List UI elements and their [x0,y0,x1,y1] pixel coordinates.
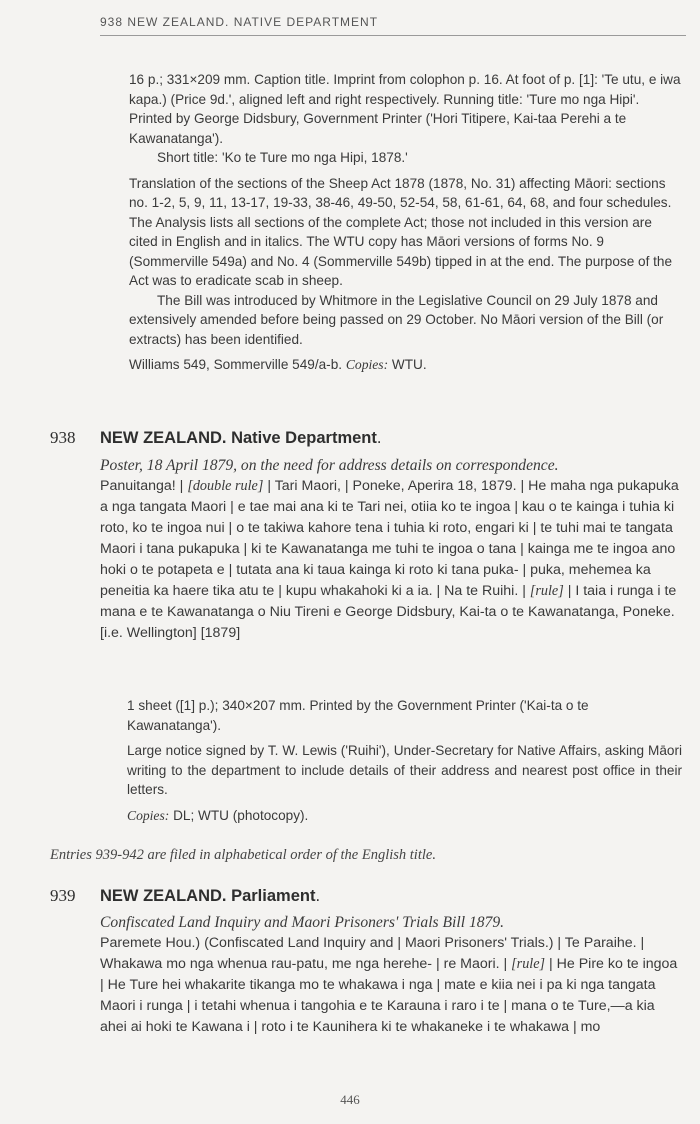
header-rule [100,35,686,36]
entry-938-rule-1: [double rule] [187,478,264,494]
prev-refs-line [129,355,682,375]
entry-939-transcription-b: | He Pire ko te ingoa | He Ture hei whakarite tikanga mo te whakawa i nga | mate e kiia nei i pa ki nga tangata Maori i runga | i tetahi whenua i tangohia e te Karauna i raro i te | mana o te Ture,—a kia ahei ai hoki te Kawana i | roto i te Kaunihera ki te whakaneke i te whakawa | mo [100,956,678,1035]
page-number: 446 [340,1092,360,1107]
entry-938-transcription-a: Panuitanga! | [100,478,184,494]
prev-note-1: Translation of the sections of the Sheep Act 1878 (1878, No. 31) affecting Māori: sections no. 1-2, 5, 9, 11, 13-17, 19-33, 38-46, 49-50, 52-54, 58, 61-61, 64, 68, and four schedules. The Analysis lists all sections of the complete Act; those not included in this version are cited in English and in italics. The WTU copy has Māori versions of forms No. 9 (Sommerville 549a) and No. 4 (Sommerville 549b) tipped in at the end. The purpose of the Act was to eradicate scab in sheep. [129,175,673,288]
entry-938-rule-2: [rule] [529,583,564,599]
entry-939-heading [100,887,320,906]
entry-938-title: Poster, 18 April 1879, on the need for address details on correspondence. [100,457,559,474]
prev-note-2: The Bill was introduced by Whitmore in the Legislative Council on 29 July 1878 and extensively amended before being passed on 29 October. No Māori version of the Bill (or extracts) has been identified. [129,292,664,347]
prev-copies: WTU. [391,357,427,372]
prev-collation: 16 p.; 331×209 mm. Caption title. Imprint from colophon p. 16. At foot of p. [1]: 'Te utu, e iwa kapa.) (Price 9d.', aligned left and right respectively. Running title: 'Ture mo nga Hipi'. Printed by George Didsbury, Government Printer ('Hori Titipere, Kai-taa Perehi a te Kawanatanga'). [129,72,681,146]
prev-refs: Williams 549, Sommerville 549/a-b. [129,357,343,372]
entry-938-copies-line [127,806,682,826]
entry-939-heading-text: NEW ZEALAND. Parliament [100,887,316,905]
entry-938-year: [1879] [200,625,241,641]
prev-short-title: Short title: 'Ko te Ture mo nga Hipi, 1878.' [157,150,408,165]
entry-938-heading-text: NEW ZEALAND. Native Department [100,429,377,447]
entry-939-title: Confiscated Land Inquiry and Maori Prisoners' Trials Bill 1879. [100,914,505,931]
entry-938-body [100,455,682,644]
entry-938-heading-end: . [376,429,382,447]
running-head: 938 NEW ZEALAND. NATIVE DEPARTMENT [100,15,379,29]
entry-939-body [100,912,682,1038]
entry-938-transcription [100,476,682,644]
entry-938-ie: [i.e. Wellington] [100,625,197,641]
entry-938-details [127,696,682,825]
entry-939-transcription-a: Paremete Hou.) (Confiscated Land Inquiry and | Maori Prisoners' Trials.) | Te Paraihe. | Whakawa mo nga whenua rau-patu, me nga herehe- | re Maori. | [100,935,645,972]
entry-939-heading-end: . [315,887,321,905]
entry-938-transcription-b: | Tari Maori, | Poneke, Aperira 18, 1879. | He maha nga pukapuka a nga tangata Maori | e tae mai ana ki te Tari nei, otiia ko te ingoa | kau o te kainga i tuhia ki roto, ko te ingoa nui | o te takiwa kahore tena i tuhia ki roto, engari ki | te tuhi mai te tangata Maori i tana pukapuka | ki te Kawanatanga me tuhi te ingoa o tana | kainga me te ingoa ano hoki o te potapeta e | tutata ana ki taua kainga ki roto ki tana puka- | puka, mehemea ka peneitia ka haere tika atu te | kupu whakahoki ki a ia. | Na te Ruihi. | [100,478,679,599]
entry-938-note: Large notice signed by T. W. Lewis ('Ruihi'), Under-Secretary for Native Affairs, asking Māori writing to the department to include details of their address and nearest post office in their letters. [127,743,682,797]
entry-938-number: 938 [50,428,76,447]
entry-938-copies-label: Copies: [127,807,170,823]
prev-entry [129,70,682,375]
entry-938-copies: DL; WTU (photocopy). [173,807,309,823]
entry-939-number: 939 [50,886,76,905]
entry-938-heading [100,429,381,448]
entry-938-collation: 1 sheet ([1] p.); 340×207 mm. Printed by the Government Printer ('Kai-ta o te Kawanatanga'). [127,698,589,733]
prev-copies-label: Copies: [345,357,389,372]
entry-938-transcription-c: | I taia i runga i te mana e te Kawanatanga o Niu Tireni e George Didsbury, Kai-ta o te Kawanatanga, Poneke. [100,583,677,620]
entry-939-transcription [100,933,682,1038]
entry-939-rule: [rule] [511,956,546,972]
filing-note: Entries 939-942 are filed in alphabetical order of the English title. [50,847,436,863]
